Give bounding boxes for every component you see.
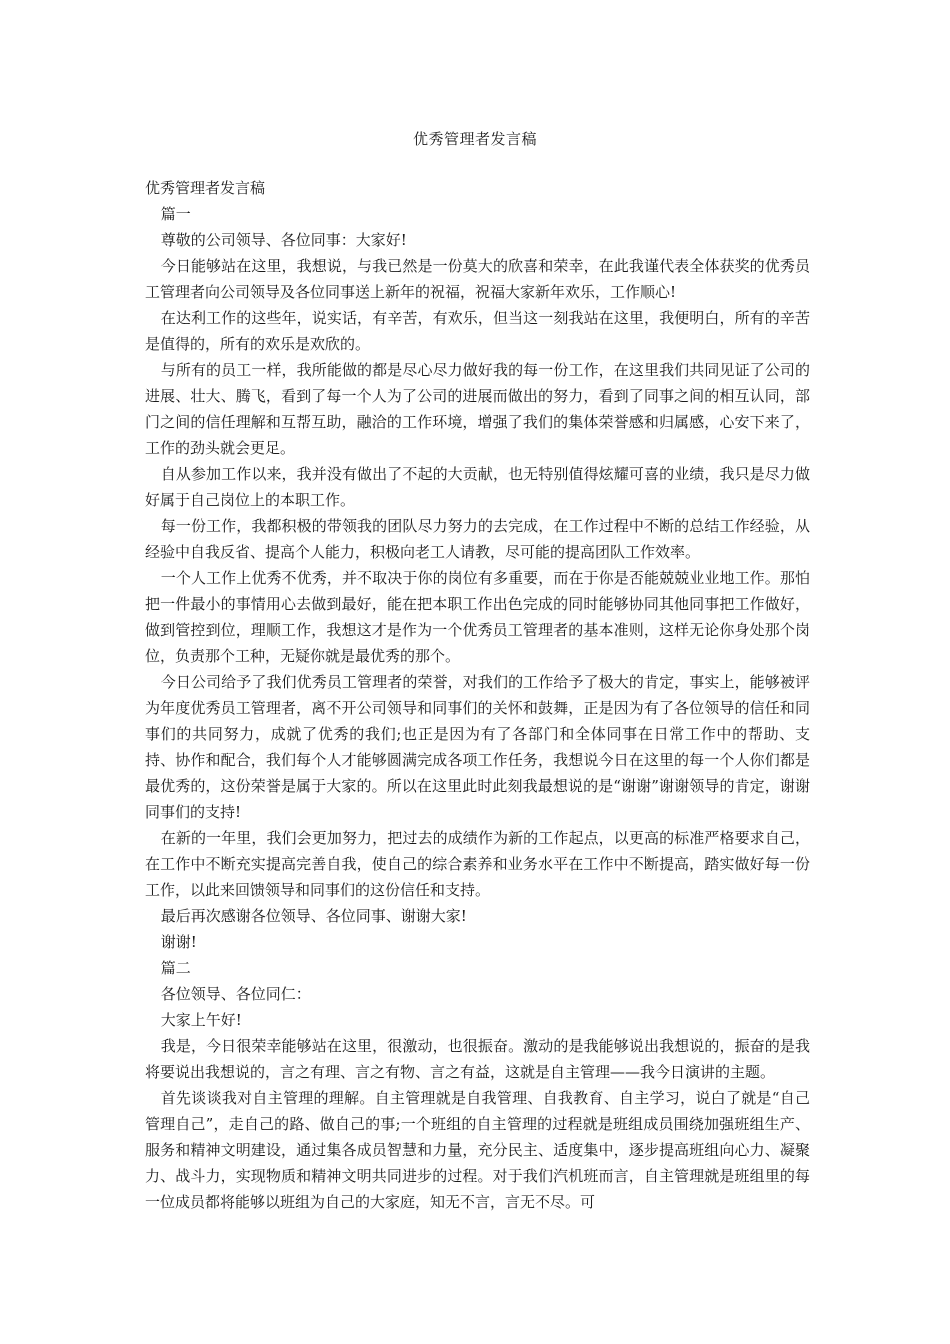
paragraph: 今日公司给予了我们优秀员工管理者的荣誉，对我们的工作给予了极大的肯定，事实上，能够被评为年度优秀员工管理者，离不开公司领导和同事们的关怀和鼓舞，正是因为有了各位领导的信任和同事们的共同努力，成就了优秀的我们;也正是因为有了各部门和全体同事在日常工作中的帮助、支持、协作和配合，我们每个人才能够圆满完成各项工作任务，我想说今日在这里的每一个人你们都是最优秀的，这份荣誉是属于大家的。所以在这里此时此刻我最想说的是“谢谢”谢谢领导的肯定，谢谢同事们的支持! — [145, 673, 810, 821]
paragraph: 大家上午好! — [160, 1011, 242, 1029]
paragraph: 各位领导、各位同仁： — [160, 985, 311, 1003]
paragraph: 我是，今日很荣幸能够站在这里，很激动，也很振奋。激动的是我能够说出我想说的，振奋的是我将要说出我想说的，言之有理、言之有物、言之有益，这就是自主管理——我今日演讲的主题。 — [145, 1037, 810, 1081]
section-label-2: 篇二 — [160, 959, 191, 977]
paragraph: 谢谢! — [160, 933, 197, 951]
paragraph: 最后再次感谢各位领导、各位同事、谢谢大家! — [160, 907, 467, 925]
paragraph: 尊敬的公司领导、各位同事：大家好! — [160, 231, 407, 249]
paragraph: 自从参加工作以来，我并没有做出了不起的大贡献，也无特别值得炫耀可喜的业绩，我只是尽力做好属于自己岗位上的本职工作。 — [145, 465, 810, 509]
document-heading: 优秀管理者发言稿 — [145, 179, 266, 197]
section-label-1: 篇一 — [160, 205, 191, 223]
paragraph: 每一份工作，我都积极的带领我的团队尽力努力的去完成，在工作过程中不断的总结工作经验，从经验中自我反省、提高个人能力，积极向老工人请教，尽可能的提高团队工作效率。 — [145, 517, 810, 561]
paragraph: 一个人工作上优秀不优秀，并不取决于你的岗位有多重要，而在于你是否能兢兢业业地工作。那怕把一件最小的事情用心去做到最好，能在把本职工作出色完成的同时能够协同其他同事把工作做好，做到管控到位，理顺工作，我想这才是作为一个优秀员工管理者的基本准则，这样无论你身处那个岗位，负责那个工种，无疑你就是最优秀的那个。 — [145, 569, 810, 665]
paragraph: 在新的一年里，我们会更加努力，把过去的成绩作为新的工作起点，以更高的标准严格要求自己，在工作中不断充实提高完善自我，使自己的综合素养和业务水平在工作中不断提高，踏实做好每一份工作，以此来回馈领导和同事们的这份信任和支持。 — [145, 829, 810, 899]
paragraph: 首先谈谈我对自主管理的理解。自主管理就是自我管理、自我教育、自主学习，说白了就是“自己管理自己”，走自己的路、做自己的事;一个班组的自主管理的过程就是班组成员围绕加强班组生产、服务和精神文明建设，通过集各成员智慧和力量，充分民主、适度集中，逐步提高班组向心力、凝聚力、战斗力，实现物质和精神文明共同进步的过程。对于我们汽机班而言，自主管理就是班组里的每一位成员都将能够以班组为自己的大家庭，知无不言，言无不尽。可 — [145, 1089, 810, 1211]
paragraph: 在达利工作的这些年，说实话，有辛苦，有欢乐，但当这一刻我站在这里，我便明白，所有的辛苦是值得的，所有的欢乐是欢欣的。 — [145, 309, 810, 353]
paragraph: 今日能够站在这里，我想说，与我已然是一份莫大的欣喜和荣幸，在此我谨代表全体获奖的优秀员工管理者向公司领导及各位同事送上新年的祝福，祝福大家新年欢乐，工作顺心! — [145, 257, 810, 301]
document-title: 优秀管理者发言稿 — [412, 130, 537, 148]
document-body — [145, 175, 810, 1215]
paragraph: 与所有的员工一样，我所能做的都是尽心尽力做好我的每一份工作，在这里我们共同见证了公司的进展、壮大、腾飞，看到了每一个人为了公司的进展而做出的努力，看到了同事之间的相互认同，部门之间的信任理解和互帮互助，融洽的工作环境，增强了我们的集体荣誉感和归属感，心安下来了，工作的劲头就会更足。 — [145, 361, 810, 457]
